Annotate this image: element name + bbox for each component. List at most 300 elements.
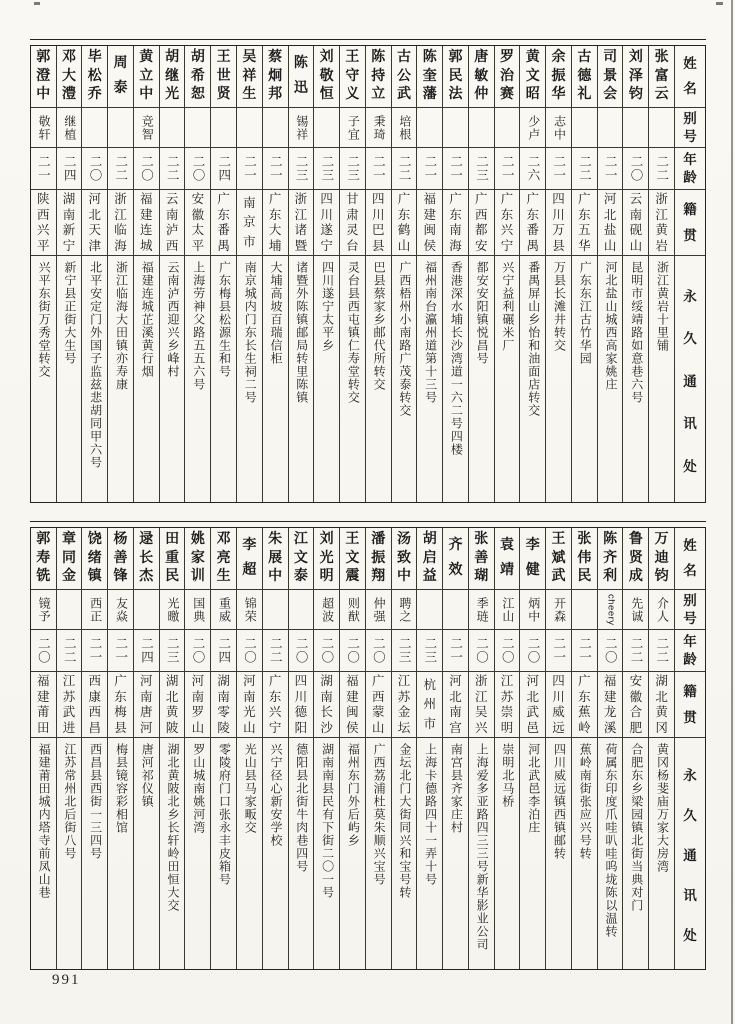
person-address: 湖南南县民有下街二〇一号 [320,743,335,899]
alias-cell [237,108,262,148]
person-origin: 四 川 威 远 [552,674,565,735]
address-cell [572,738,597,969]
origin-cell [82,672,107,738]
name-cell [417,528,442,590]
name-cell [263,46,288,108]
person-age: 二二 [577,155,592,182]
name-cell [31,528,56,590]
person-origin: 广 东 梅 县 [114,674,127,735]
person-origin: 福 建 龙 溪 [603,674,617,735]
alias-cell [495,590,520,630]
origin-cell [520,190,545,256]
header-name-label: 姓 名 [683,538,697,579]
person-alias: 锦荣 [243,596,258,623]
address-cell [211,256,236,502]
address-cell [108,738,133,969]
person-alias: 重威 [217,596,232,623]
address-cell [160,256,185,502]
name-cell [237,528,262,590]
person-name: 齐 效 [448,538,463,578]
person-address: 荷属东印度爪哇叭哇呜垅陈以温转 [603,743,618,938]
person-age: 二四 [62,155,77,182]
person-address: 上海劳神父路五五六号 [191,261,206,391]
origin-cell [546,190,571,256]
person-address: 广西荔浦杜莫朱顺兴宝号 [372,743,387,886]
person-origin: 广 东 南 海 [449,192,462,253]
address-cell [82,738,107,969]
alias-cell [185,108,210,148]
person-address: 零陵府门口张永丰皮箱号 [217,743,232,886]
age-cell [520,148,545,190]
person-column [107,46,133,502]
person-origin: 云 南 泸 西 [165,192,179,253]
person-name: 古 公 武 [396,49,411,103]
registry-table-top [30,45,706,503]
person-address: 福建连城芷溪黄行烟 [140,261,155,378]
address-cell [31,256,56,502]
person-age: 二二 [268,637,283,664]
person-address: 光山县马家畈交 [243,743,258,834]
person-origin: 湖 北 黄 冈 [655,674,668,735]
age-cell [546,148,571,190]
person-address: 黄冈杨斐庙万家大房湾 [655,743,670,873]
person-address: 兴宁径心新安学校 [269,743,284,847]
person-origin: 浙 江 诸 暨 [294,192,308,253]
name-cell [314,46,339,108]
age-cell [82,148,107,190]
person-name: 杨 善 锋 [113,531,128,585]
origin-cell [314,672,339,738]
person-origin: 广 东 番 禺 [526,192,540,253]
origin-cell [417,672,442,738]
person-address: 大埔高坡百瑞信柜 [269,261,284,365]
person-age: 二三 [345,155,360,182]
origin-cell [185,190,210,256]
person-address: 金坛北门大街同兴和宝号转 [397,743,412,899]
origin-cell [134,190,159,256]
alias-cell [160,590,185,630]
origin-cell [289,190,314,256]
age-cell [520,630,545,672]
alias-cell [211,108,236,148]
name-cell [623,528,648,590]
person-column [210,528,236,969]
address-cell [392,256,417,502]
person-address: 蕉岭南街张应兴号转 [578,743,593,860]
person-age: 二三 [474,155,489,182]
alias-cell [495,108,520,148]
alias-cell [623,108,648,148]
origin-cell [160,672,185,738]
origin-cell [108,672,133,738]
person-address: 罗山城南姚河湾 [191,743,206,834]
person-age: 二〇 [242,637,257,664]
address-cell [623,256,648,502]
address-cell [263,738,288,969]
header-origin-label: 籍 贯 [683,201,697,243]
person-alias: 竞智 [140,114,155,141]
header-origin-cell [675,672,705,738]
person-origin: 甘 肃 灵 台 [346,192,359,253]
person-alias: 介人 [655,596,670,623]
age-cell [211,148,236,190]
origin-cell [443,672,468,738]
person-name: 张 伟 民 [577,531,592,585]
person-name: 陈 齐 利 [603,531,618,585]
person-age: 二〇 [139,155,154,182]
person-address: 灵台县西屯镇仁寿堂转交 [346,261,361,404]
person-address: 江苏常州北后街八号 [62,743,77,860]
person-name: 姚 家 训 [190,531,205,585]
age-cell [443,630,468,672]
person-age: 二〇 [191,637,206,664]
person-address: 河北武邑李泊庄 [526,743,541,834]
person-origin: 湖 南 长 沙 [320,674,333,735]
address-cell [598,256,623,502]
person-column [81,528,107,969]
age-cell [546,630,571,672]
page-number: 991 [52,972,81,988]
age-cell [82,630,107,672]
address-cell [314,256,339,502]
age-cell [31,148,56,190]
header-age-cell [675,148,705,190]
age-cell [263,148,288,190]
person-address: 诸暨外陈镇邮局转里陈镇 [294,261,309,404]
name-cell [443,46,468,108]
person-name: 唐 敏 仲 [474,49,489,103]
person-name: 李 健 [525,538,540,578]
person-origin: 福 建 莆 田 [36,674,50,735]
header-alias-label: 别 号 [683,593,697,626]
alias-cell [417,108,442,148]
header-column [674,528,705,969]
origin-cell [546,672,571,738]
alias-cell [263,590,288,630]
person-age: 二〇 [191,155,206,182]
person-origin: 河 北 南 宫 [449,674,462,735]
person-address: 都安安阳镇悦昌号 [475,261,490,365]
person-origin: 河 北 盐 山 [603,192,617,253]
person-age: 二二 [62,637,77,664]
person-age: 二〇 [345,637,360,664]
person-alias: 仲强 [372,596,387,623]
name-cell [211,46,236,108]
address-cell [623,738,648,969]
alias-cell [443,108,468,148]
scan-artifact [716,2,723,5]
person-alias: 继植 [62,114,77,141]
name-cell [572,46,597,108]
person-origin: 福 建 闽 侯 [346,674,359,735]
person-name: 胡 希 恕 [190,49,205,103]
person-column [288,528,314,969]
person-name: 郭 民 法 [448,49,463,103]
header-alias-label: 别 号 [683,111,697,144]
alias-cell [572,590,597,630]
person-address: 浙江黄岩十里铺 [655,261,670,352]
person-age: 二一 [551,155,566,182]
address-cell [314,738,339,969]
alias-cell [649,108,674,148]
address-cell [469,256,494,502]
person-name: 王 斌 武 [551,531,566,585]
alias-cell [520,590,545,630]
origin-cell [211,190,236,256]
age-cell [314,630,339,672]
person-address: 福建莆田城内塔寺前凤山巷 [37,743,52,899]
person-name: 吴 祥 生 [242,49,257,103]
alias-cell [366,108,391,148]
person-origin: 安 徽 合 肥 [629,674,643,735]
person-address: 西昌县西街一三四号 [88,743,103,860]
header-alias-cell [675,108,705,148]
person-origin: 广 东 兴 宁 [268,674,282,735]
person-origin: 陕 西 兴 平 [36,192,50,253]
person-age: 二一 [268,155,283,182]
alias-cell [108,108,133,148]
address-cell [443,256,468,502]
person-origin: 西 康 西 昌 [88,674,102,735]
scan-edge-line [731,0,733,1024]
person-age: 二一 [113,637,128,664]
person-age: 二〇 [500,637,515,664]
person-alias: 少卢 [526,114,541,141]
person-origin: 河 南 唐 河 [140,674,153,735]
age-cell [469,630,494,672]
alias-cell [289,590,314,630]
address-cell [546,738,571,969]
person-column [262,528,288,969]
name-cell [263,528,288,590]
address-cell [289,738,314,969]
origin-cell [469,190,494,256]
person-address: 河北盐山城西高家姚庄 [603,261,618,391]
person-column [494,528,520,969]
person-alias: 开森 [552,596,567,623]
person-column [339,46,365,502]
name-cell [623,46,648,108]
person-age: 二三 [422,637,437,664]
origin-cell [340,672,365,738]
person-address: 新宁县正街大生号 [62,261,77,365]
address-cell [160,738,185,969]
person-name: 鲁 贤 成 [628,531,643,585]
alias-cell [82,590,107,630]
name-cell [469,46,494,108]
header-name-label: 姓 名 [683,56,697,97]
person-alias: 西正 [88,596,103,623]
person-name: 司 景 会 [603,49,618,103]
person-name: 胡 启 益 [422,531,437,585]
origin-cell [366,190,391,256]
alias-cell [546,590,571,630]
origin-cell [598,672,623,738]
name-cell [366,528,391,590]
address-cell [469,738,494,969]
person-alias: 锡祥 [294,114,309,141]
person-age: 二一 [577,637,592,664]
person-origin: 广 东 大 埔 [268,192,282,253]
alias-cell [31,108,56,148]
alias-cell [31,590,56,630]
name-cell [520,528,545,590]
alias-cell [623,590,648,630]
alias-cell [108,590,133,630]
age-cell [495,630,520,672]
person-age: 二四 [216,637,231,664]
person-age: 二〇 [525,637,540,664]
origin-cell [160,190,185,256]
person-origin: 四 川 万 县 [552,192,565,253]
person-age: 二三 [165,637,180,664]
name-cell [237,46,262,108]
age-cell [263,630,288,672]
person-alias: 敬轩 [37,114,52,141]
origin-cell [495,672,520,738]
person-origin: 浙 江 临 海 [114,192,127,253]
person-alias: 镜予 [37,596,52,623]
name-cell [417,46,442,108]
person-column [313,528,339,969]
person-column [210,46,236,502]
header-address-label: 永 久 通 讯 处 [683,288,697,474]
origin-cell [392,190,417,256]
person-name: 黄 文 昭 [525,49,540,103]
origin-cell [649,190,674,256]
person-age: 二〇 [474,637,489,664]
address-cell [443,738,468,969]
person-address: 南宫县齐家庄村 [449,743,464,834]
person-name: 蔡 炯 邦 [268,49,283,103]
alias-cell [392,108,417,148]
person-name: 刘 敬 恒 [319,49,334,103]
person-column [313,46,339,502]
person-age: 二三 [397,637,412,664]
age-cell [134,630,159,672]
person-column [391,46,417,502]
name-cell [546,528,571,590]
person-origin: 江 苏 武 进 [62,674,76,735]
person-origin: 湖 南 新 宁 [62,192,76,253]
alias-cell [134,590,159,630]
person-origin: 河 北 武 邑 [526,674,540,735]
alias-cell [546,108,571,148]
header-age-label: 年 龄 [683,633,697,667]
person-age: 二二 [654,155,669,182]
name-cell [340,46,365,108]
registry-table-bottom [30,527,706,970]
name-cell [211,528,236,590]
person-origin: 安 徽 太 平 [191,192,205,253]
origin-cell [263,672,288,738]
person-origin: 福 建 闽 侯 [423,192,436,253]
person-address: 福州东门外后屿乡 [346,743,361,847]
name-cell [289,46,314,108]
person-age: 二二 [397,155,412,182]
person-column [288,46,314,502]
person-age: 二一 [551,637,566,664]
age-cell [443,148,468,190]
person-name: 朱 展 中 [268,531,283,585]
person-column [571,46,597,502]
person-name: 余 振 华 [551,49,566,103]
age-cell [289,630,314,672]
person-name: 陈 持 立 [371,49,386,103]
person-name: 古 德 礼 [577,49,592,103]
alias-cell [211,590,236,630]
alias-cell [57,590,82,630]
person-column [133,528,159,969]
person-name: 潘 振 翔 [371,531,386,585]
person-age: 二〇 [319,637,334,664]
person-alias: 则猷 [346,596,361,623]
origin-cell [263,190,288,256]
person-address: 梅县镜容彩相馆 [114,743,129,834]
person-name: 刘 光 明 [319,531,334,585]
person-name: 饶 绪 镇 [87,531,102,585]
person-origin: 江 苏 崇 明 [500,674,514,735]
header-alias-cell [675,590,705,630]
person-alias: 培根 [397,114,412,141]
name-cell [469,528,494,590]
person-age: 二〇 [87,155,102,182]
age-cell [314,148,339,190]
person-address: 广西梧州小南路广茂泰转交 [397,261,412,417]
origin-cell [57,672,82,738]
header-origin-label: 籍 贯 [683,683,697,725]
address-cell [134,738,159,969]
person-origin: 河 南 光 山 [243,674,256,735]
person-address: 四川遂宁太平乡 [320,261,335,352]
name-cell [82,528,107,590]
age-cell [237,148,262,190]
person-alias: cheery [605,593,617,626]
person-name: 江 文 泰 [293,531,308,585]
name-cell [289,528,314,590]
person-alias: 光曒 [165,596,180,623]
person-address: 浙江临海大田镇亦寿康 [114,261,129,391]
age-cell [469,148,494,190]
person-origin: 四 川 德 阳 [294,674,308,735]
age-cell [160,148,185,190]
alias-cell [263,108,288,148]
person-age: 二四 [216,155,231,182]
person-age: 二二 [165,155,180,182]
address-cell [340,738,365,969]
person-column [416,528,442,969]
header-name-cell [675,46,705,108]
alias-cell [598,108,623,148]
origin-cell [31,672,56,738]
person-origin: 福 建 连 城 [140,192,153,253]
name-cell [108,46,133,108]
age-cell [392,148,417,190]
person-name: 郭 澄 中 [36,49,51,103]
origin-cell [82,190,107,256]
origin-cell [469,672,494,738]
header-age-cell [675,630,705,672]
origin-cell [108,190,133,256]
address-cell [237,256,262,502]
person-column [339,528,365,969]
person-age: 二一 [422,155,437,182]
name-cell [598,528,623,590]
person-alias: 江山 [500,596,515,623]
name-cell [340,528,365,590]
name-cell [392,46,417,108]
age-cell [185,148,210,190]
